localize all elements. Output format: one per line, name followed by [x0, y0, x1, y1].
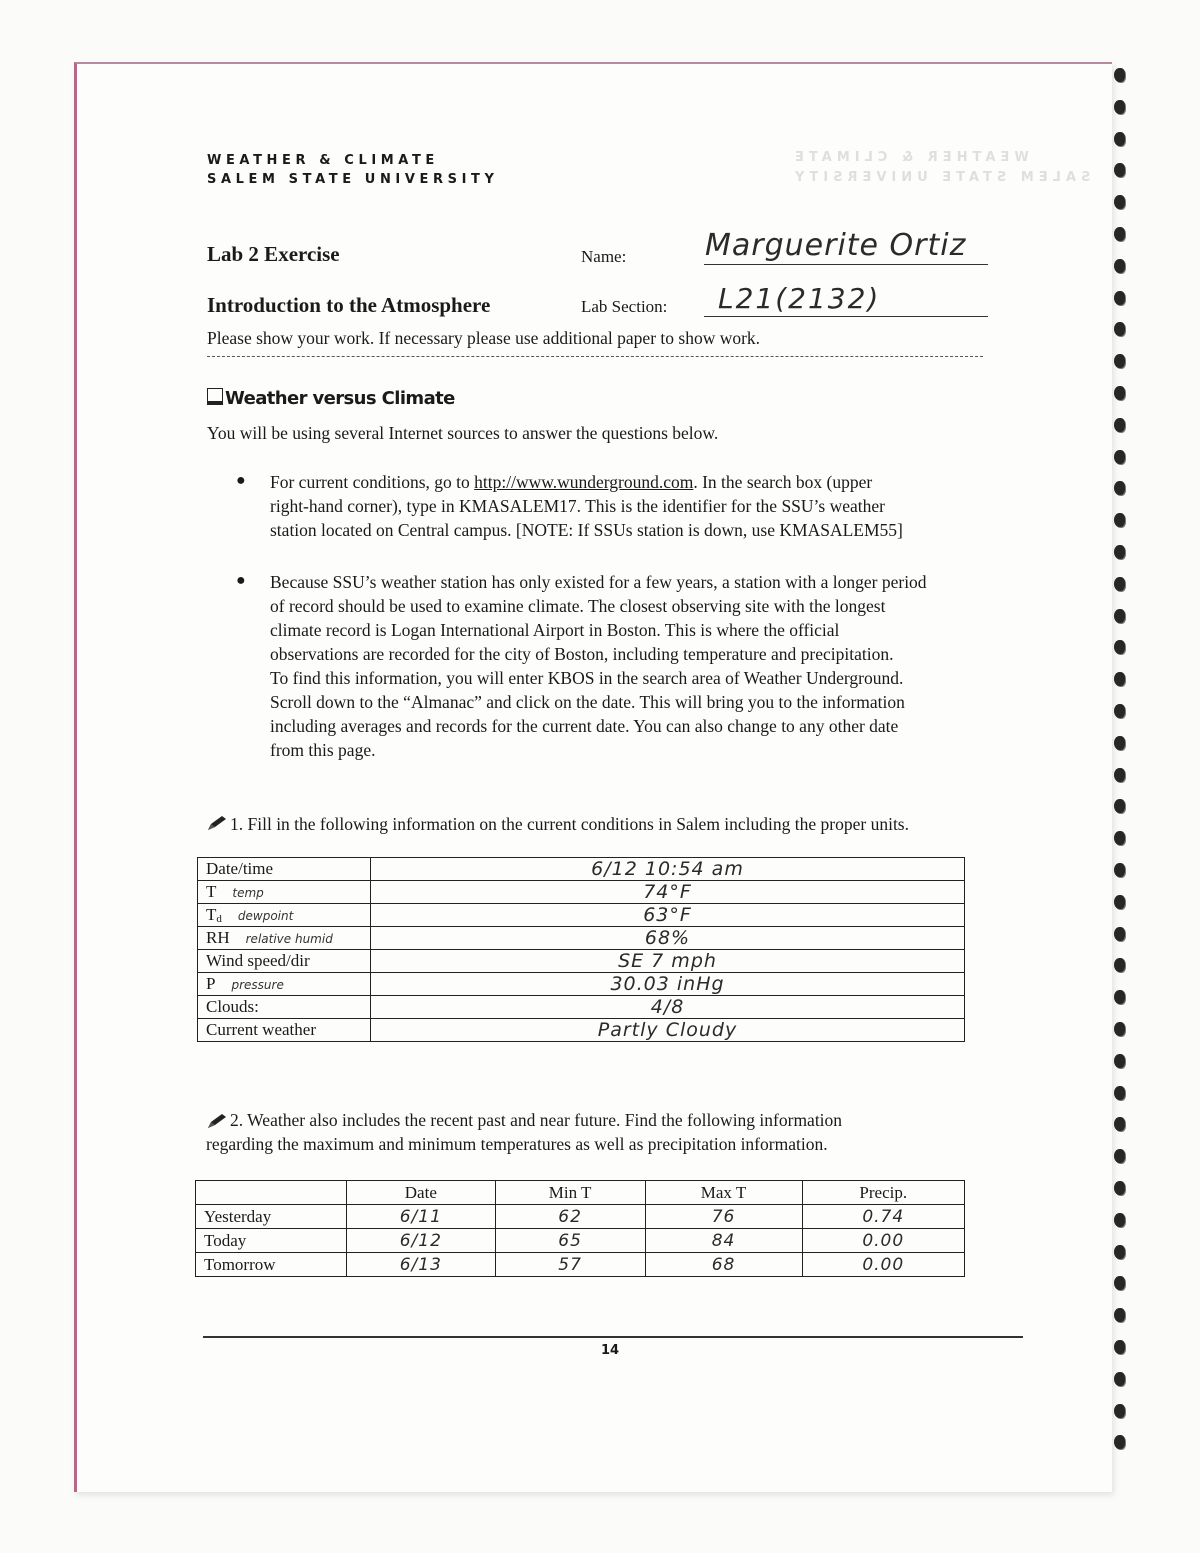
spiral-ring	[1114, 513, 1125, 527]
conditions-row	[198, 904, 965, 927]
section-value[interactable]: L21(2132)	[718, 282, 881, 315]
conditions-value: 68%	[644, 927, 691, 949]
spiral-ring	[1114, 1245, 1125, 1259]
conditions-value: 4/8	[650, 996, 685, 1018]
conditions-row	[198, 881, 965, 904]
temperature-row-label: Yesterday	[196, 1205, 347, 1229]
temperature-cell-max[interactable]	[645, 1229, 802, 1253]
spiral-binding	[1112, 60, 1132, 1480]
conditions-value-cell[interactable]	[371, 904, 965, 927]
temperature-row	[196, 1253, 965, 1277]
bleed-through-header-2: SALEM STATE UNIVERSITY	[790, 170, 1091, 185]
temperature-header-row	[196, 1181, 965, 1205]
spiral-ring	[1114, 100, 1125, 114]
conditions-label-text: Current weather	[206, 1020, 316, 1039]
temperature-row	[196, 1229, 965, 1253]
conditions-label	[198, 881, 371, 904]
conditions-row	[198, 973, 965, 996]
conditions-label	[198, 996, 371, 1019]
bullet-icon: ●	[236, 572, 246, 589]
conditions-label	[198, 904, 371, 927]
checkbox-icon	[207, 388, 223, 405]
temperature-cell-min[interactable]	[495, 1205, 645, 1229]
conditions-row	[198, 950, 965, 973]
spiral-ring	[1114, 1404, 1125, 1418]
spiral-ring	[1114, 704, 1125, 718]
temperature-column-header: Precip.	[802, 1181, 965, 1205]
university-header: SALEM STATE UNIVERSITY	[207, 172, 499, 187]
spiral-ring	[1114, 1086, 1125, 1100]
bullet-icon: ●	[236, 472, 246, 489]
wunderground-link[interactable]: http://www.wunderground.com	[474, 472, 694, 492]
spiral-ring	[1114, 1435, 1125, 1449]
temperature-cell-min[interactable]	[495, 1253, 645, 1277]
name-value[interactable]: Marguerite Ortiz	[705, 228, 967, 263]
spiral-ring	[1114, 640, 1125, 654]
bullet-2-line: To find this information, you will enter KBOS in the search area of Weather Underground.	[270, 668, 904, 688]
bullet-2-line: observations are recorded for the city of Boston, including temperature and precipitation.	[270, 644, 894, 664]
conditions-label-subscript: d	[216, 913, 222, 925]
temperature-cell-max[interactable]	[645, 1253, 802, 1277]
temperature-value: 68	[711, 1254, 736, 1275]
temperature-value: 0.00	[862, 1254, 905, 1275]
bullet-1-line-1: For current conditions, go to http://www.wunderground.com. In the search box (upper	[270, 472, 873, 492]
bullet-2-line: climate record is Logan International Airport in Boston. This is where the official	[270, 620, 840, 640]
spiral-ring	[1114, 990, 1125, 1004]
bullet-2	[270, 570, 1030, 762]
conditions-row	[198, 858, 965, 881]
name-underline	[704, 264, 988, 265]
spiral-ring	[1114, 1022, 1125, 1036]
spiral-ring	[1114, 831, 1125, 845]
spiral-ring	[1114, 1308, 1125, 1322]
spiral-ring	[1114, 163, 1125, 177]
instructions: Please show your work. If necessary please use additional paper to show work.	[207, 328, 761, 348]
conditions-label-text: T	[206, 905, 217, 924]
temperature-value: 6/11	[399, 1206, 442, 1227]
temperature-column-header: Date	[347, 1181, 496, 1205]
handwritten-note: dewpoint	[237, 909, 294, 923]
bullet-2-line: Because SSU’s weather station has only existed for a few years, a station with a longer period	[270, 572, 927, 592]
spiral-ring	[1114, 195, 1125, 209]
spiral-ring	[1114, 1276, 1125, 1290]
conditions-label-text: P	[206, 974, 216, 993]
conditions-value: 63°F	[643, 904, 692, 926]
spiral-ring	[1114, 895, 1125, 909]
conditions-label-text: Date/time	[206, 859, 274, 878]
spiral-ring	[1114, 259, 1125, 273]
conditions-value-cell[interactable]	[371, 858, 965, 881]
conditions-label-text: Clouds:	[206, 997, 259, 1016]
bullet-1	[270, 470, 1000, 542]
spiral-ring	[1114, 545, 1125, 559]
conditions-value: 6/12 10:54 am	[591, 858, 744, 880]
temperature-value: 57	[558, 1254, 582, 1275]
temperature-column-header	[196, 1181, 347, 1205]
spiral-ring	[1114, 354, 1125, 368]
temperature-table	[195, 1180, 965, 1277]
question-2-text: 2. Weather also includes the recent past and near future. Find the following information	[230, 1110, 843, 1130]
conditions-value: 74°F	[643, 881, 692, 903]
temperature-cell-precip[interactable]	[802, 1229, 965, 1253]
lab-subtitle: Introduction to the Atmosphere	[207, 293, 491, 317]
spiral-ring	[1114, 958, 1125, 972]
spiral-ring	[1114, 1340, 1125, 1354]
conditions-value-cell[interactable]	[371, 927, 965, 950]
divider	[207, 356, 983, 357]
conditions-value: 30.03 inHg	[610, 973, 725, 995]
spiral-ring	[1114, 863, 1125, 877]
spiral-ring	[1114, 132, 1125, 146]
spiral-ring	[1114, 1213, 1125, 1227]
conditions-row	[198, 996, 965, 1019]
spiral-ring	[1114, 227, 1125, 241]
spiral-ring	[1114, 768, 1125, 782]
conditions-label	[198, 973, 371, 996]
conditions-label	[198, 950, 371, 973]
spiral-ring	[1114, 1054, 1125, 1068]
current-conditions-table	[197, 857, 965, 1042]
section-underline	[704, 316, 988, 317]
conditions-label	[198, 858, 371, 881]
spiral-ring	[1114, 1149, 1125, 1163]
spiral-ring	[1114, 736, 1125, 750]
spiral-ring	[1114, 386, 1125, 400]
pencil-icon	[206, 814, 228, 832]
temperature-cell-precip[interactable]	[802, 1253, 965, 1277]
course-header: WEATHER & CLIMATE	[207, 153, 439, 168]
conditions-value-cell[interactable]	[371, 973, 965, 996]
temperature-value: 84	[711, 1230, 736, 1251]
handwritten-note: temp	[232, 886, 264, 900]
handwritten-note: relative humid	[245, 932, 333, 946]
temperature-value: 76	[711, 1206, 736, 1227]
temperature-value: 0.00	[862, 1230, 905, 1251]
spiral-ring	[1114, 418, 1125, 432]
conditions-value-cell[interactable]	[371, 881, 965, 904]
name-label: Name:	[581, 247, 627, 266]
spiral-ring	[1114, 1372, 1125, 1386]
spiral-ring	[1114, 577, 1125, 591]
conditions-label-text: T	[206, 882, 217, 901]
conditions-value-cell[interactable]	[371, 996, 965, 1019]
conditions-label	[198, 927, 371, 950]
conditions-row	[198, 1019, 965, 1042]
bullet-1-line-2: right-hand corner), type in KMASALEM17. This is the identifier for the SSU’s weather	[270, 496, 885, 516]
temperature-value: 0.74	[862, 1206, 905, 1227]
temperature-row-label: Today	[196, 1229, 347, 1253]
bullet-2-line: Scroll down to the “Almanac” and click on the date. This will bring you to the information	[270, 692, 905, 712]
temperature-value: 6/12	[399, 1230, 442, 1251]
conditions-label-text: Wind speed/dir	[206, 951, 310, 970]
temperature-row	[196, 1205, 965, 1229]
question-2-text-2: regarding the maximum and minimum temperatures as well as precipitation information.	[206, 1134, 828, 1154]
conditions-value: Partly Cloudy	[597, 1019, 738, 1041]
bullet-2-line: from this page.	[270, 740, 376, 760]
spiral-ring	[1114, 322, 1125, 336]
temperature-column-header: Min T	[495, 1181, 645, 1205]
conditions-row	[198, 927, 965, 950]
spiral-ring	[1114, 672, 1125, 686]
bullet-2-line: including averages and records for the current date. You can also change to any other date	[270, 716, 899, 736]
bullet-2-line: of record should be used to examine climate. The closest observing site with the longest	[270, 596, 886, 616]
temperature-row-label: Tomorrow	[196, 1253, 347, 1277]
temperature-cell-date[interactable]	[347, 1253, 496, 1277]
spiral-ring	[1114, 927, 1125, 941]
temperature-column-header: Max T	[645, 1181, 802, 1205]
conditions-label	[198, 1019, 371, 1042]
spiral-ring	[1114, 1117, 1125, 1131]
conditions-value: SE 7 mph	[618, 950, 717, 972]
question-1-text: 1. Fill in the following information on the current conditions in Salem including the proper units.	[230, 814, 909, 834]
temperature-value: 62	[558, 1206, 582, 1227]
section-label: Lab Section:	[581, 297, 668, 316]
spiral-ring	[1114, 481, 1125, 495]
pencil-icon	[206, 1112, 228, 1130]
lab-title: Lab 2 Exercise	[207, 242, 340, 266]
worksheet-page	[74, 62, 1112, 1492]
footer-rule	[203, 1336, 1023, 1338]
temperature-cell-min[interactable]	[495, 1229, 645, 1253]
spiral-ring	[1114, 68, 1125, 82]
section-heading-text: Weather versus Climate	[225, 388, 455, 409]
conditions-value-cell[interactable]	[371, 1019, 965, 1042]
conditions-label-text: RH	[206, 928, 230, 947]
temperature-value: 65	[558, 1230, 582, 1251]
spiral-ring	[1114, 1181, 1125, 1195]
temperature-value: 6/13	[399, 1254, 442, 1275]
temperature-cell-precip[interactable]	[802, 1205, 965, 1229]
temperature-cell-date[interactable]	[347, 1229, 496, 1253]
temperature-cell-date[interactable]	[347, 1205, 496, 1229]
handwritten-note: pressure	[231, 978, 284, 992]
spiral-ring	[1114, 450, 1125, 464]
bleed-through-header: WEATHER & CLIMATE	[790, 150, 1029, 165]
section-intro: You will be using several Internet sources to answer the questions below.	[207, 423, 719, 443]
spiral-ring	[1114, 609, 1125, 623]
conditions-value-cell[interactable]	[371, 950, 965, 973]
bullet-1-line-3: station located on Central campus. [NOTE: If SSUs station is down, use KMASALEM55]	[270, 520, 903, 540]
section-heading	[207, 388, 455, 409]
page-number: 14	[601, 1343, 620, 1358]
spiral-ring	[1114, 799, 1125, 813]
spiral-ring	[1114, 291, 1125, 305]
temperature-cell-max[interactable]	[645, 1205, 802, 1229]
